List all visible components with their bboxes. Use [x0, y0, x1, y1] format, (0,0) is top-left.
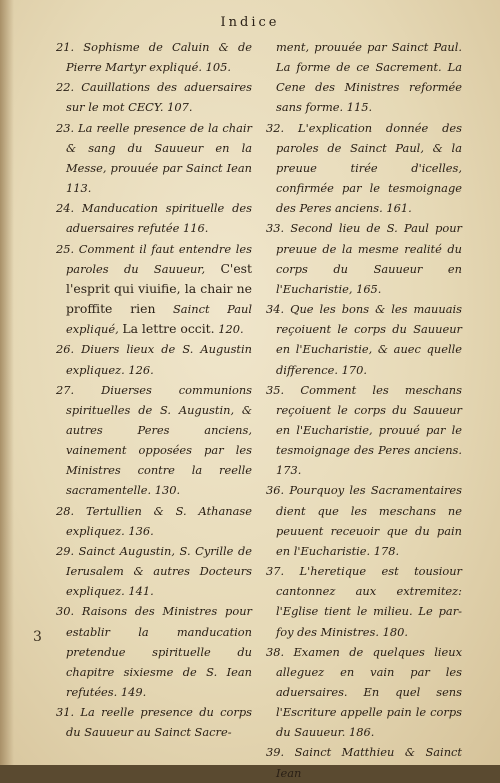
index-entry: 27. Diuerses communions spirituelles de S. Augustin, & autres Peres anciens, vainement opposées par les Ministres contre la reelle sacramentelle. 130.: [56, 382, 252, 498]
roman-quotation: C'est l'esprit qui viuifie, la chair ne proffite rien: [66, 260, 252, 317]
running-header: Indice: [220, 15, 280, 30]
margin-mark: 3: [33, 629, 42, 645]
index-entry: 24. Manducation spirituelle des aduersaires refutée 116.: [56, 201, 252, 236]
index-entry-continued: ment, prouuée par Sainct Paul. La forme de ce Sacrement. La Cene des Ministres reformée sans forme. 115.: [276, 40, 462, 115]
index-entry: 32. L'explication donnée des paroles de Sainct Paul, & la preuue tirée d'icelles, confirmée par le tesmoignage des Peres anciens. 161.: [266, 120, 462, 216]
index-entry: 21. Sophisme de Caluin & de Pierre Martyr expliqué. 105.: [56, 40, 252, 75]
index-entry: 33. Second lieu de S. Paul pour preuue de la mesme realité du corps du Sauueur en l'Eucharistie, 165.: [266, 221, 462, 296]
index-entry: 28. Tertullien & S. Athanase expliquez. 136.: [56, 503, 252, 538]
index-entry: 30. Raisons des Ministres pour establir la manducation pretendue spirituelle du chapitre sixiesme de S. Iean refutées. 149.: [56, 604, 252, 699]
index-entry: 34. Que les bons & les mauuais reçoiuent le corps du Sauueur en l'Eucharistie, & auec quelle difference. 170.: [266, 302, 462, 377]
index-column-right: [266, 37, 462, 783]
index-entry: 35. Comment les meschans reçoiuent le corps du Sauueur en l'Eucharistie, prouué par le tesmoignage des Peres anciens. 173.: [266, 382, 462, 478]
page-gutter-shadow: [0, 0, 14, 765]
index-entry: 22. Cauillations des aduersaires sur le mot CECY. 107.: [56, 80, 252, 115]
index-entry: 25. Comment il faut entendre les paroles du Sauueur, C'est l'esprit qui viuifie, la chair ne proffite rien Sainct Paul expliqué, La lettre occit. 120.: [56, 241, 252, 337]
index-entry: 39. Sainct Matthieu & Sainct Iean: [266, 745, 462, 780]
index-entry: 31. La reelle presence du corps du Sauueur au Sainct Sacre-: [56, 705, 252, 740]
roman-quotation: La lettre occit.: [122, 321, 215, 337]
index-entry: 23. La reelle presence de la chair & sang du Sauueur en la Messe, prouuée par Sainct Iean 113.: [56, 120, 252, 196]
index-entry: 38. Examen de quelques lieux alleguez en vain par les aduersaires. En quel sens l'Escriture appelle pain le corps du Sauueur. 186.: [266, 644, 462, 740]
index-entry: 29. Sainct Augustin, S. Cyrille de Ierusalem & autres Docteurs expliquez. 141.: [56, 543, 252, 599]
index-entry: 36. Pourquoy les Sacramentaires dient que les meschans ne peuuent receuoir que du pain en l'Eucharistie. 178.: [266, 483, 462, 558]
index-entry: 26. Diuers lieux de S. Augustin expliquez. 126.: [56, 342, 252, 377]
index-column-left: [56, 37, 252, 742]
index-entry: 37. L'heretique est tousiour cantonnez aux extremitez: l'Eglise tient le milieu. Le par-foy des Ministres. 180.: [266, 564, 462, 639]
